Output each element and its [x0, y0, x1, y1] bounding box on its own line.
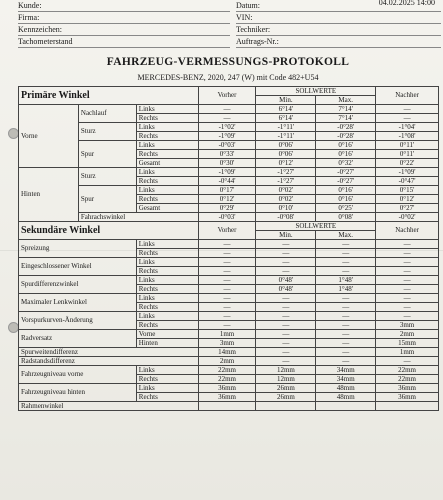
value-after: 36mm: [376, 393, 439, 402]
value-after: 0°22': [376, 159, 439, 168]
value-min: 0°02': [256, 195, 316, 204]
value-after: -1°04': [376, 123, 439, 132]
value-after: —: [376, 294, 439, 303]
value-before: 0°33': [198, 150, 256, 159]
value-max: —: [316, 249, 376, 258]
value-before: —: [198, 105, 256, 114]
side-label: Links: [136, 240, 198, 249]
value-before: 22mm: [198, 366, 256, 375]
value-before: —: [198, 258, 256, 267]
value-max: 48mm: [316, 393, 376, 402]
min-header: Min.: [256, 96, 316, 105]
value-min: 0°02': [256, 186, 316, 195]
value-before: —: [198, 276, 256, 285]
side-label: Rechts: [136, 150, 198, 159]
value-before: —: [198, 267, 256, 276]
value-max: —: [316, 294, 376, 303]
value-before: 36mm: [198, 384, 256, 393]
value-after: -0°47': [376, 177, 439, 186]
technician-label: Techniker:: [236, 24, 441, 36]
value-min: —: [256, 330, 316, 339]
customer-label: Kunde:: [18, 0, 230, 12]
value-after: —: [376, 240, 439, 249]
value-before: 36mm: [198, 393, 256, 402]
value-min: —: [256, 303, 316, 312]
axle-label: Hinten: [136, 339, 198, 348]
value-min: 12mm: [256, 375, 316, 384]
value-max: —: [316, 321, 376, 330]
value-before: —: [198, 294, 256, 303]
value-min: —: [256, 357, 316, 366]
value-max: 1°48': [316, 276, 376, 285]
value-min: —: [256, 312, 316, 321]
value-after: 22mm: [376, 375, 439, 384]
value-max: —: [316, 330, 376, 339]
value-after: —: [376, 249, 439, 258]
primary-title: Primäre Winkel: [19, 87, 199, 105]
value-after: 0°27': [376, 204, 439, 213]
value-after: 2mm: [376, 330, 439, 339]
vehicle-subtitle: MERCEDES-BENZ, 2020, 247 (W) mit Code 482+U54: [137, 73, 319, 82]
value-min: -1°11': [256, 123, 316, 132]
min-header: Min.: [256, 231, 316, 240]
value-min: -0°08': [256, 213, 316, 222]
wheelbase-diff-label: Radstandsdifferenz: [19, 357, 199, 366]
side-label: Rechts: [136, 177, 198, 186]
value-max: 1°48': [316, 285, 376, 294]
value-max: 0°25': [316, 204, 376, 213]
value-min: [256, 402, 316, 411]
value-min: 26mm: [256, 384, 316, 393]
nachher-header: Nachher: [376, 87, 439, 105]
value-min: —: [256, 258, 316, 267]
vorher-header: Vorher: [198, 87, 256, 105]
value-after: 36mm: [376, 384, 439, 393]
kingpin-label: Spreizung: [19, 240, 137, 258]
value-after: 0°11': [376, 150, 439, 159]
frame-angle-label: Rahmenwinkel: [19, 402, 199, 411]
caster-label: Nachlauf: [78, 105, 136, 123]
side-label: Rechts: [136, 321, 198, 330]
total-label: Gesamt: [136, 159, 198, 168]
value-min: 6°14': [256, 114, 316, 123]
side-label: Links: [136, 186, 198, 195]
value-max: —: [316, 357, 376, 366]
setback-label: Radversatz: [19, 330, 137, 348]
value-before: 14mm: [198, 348, 256, 357]
value-max: —: [316, 303, 376, 312]
value-before: 22mm: [198, 375, 256, 384]
value-after: 0°11': [376, 141, 439, 150]
value-before: [198, 402, 256, 411]
value-max: —: [316, 240, 376, 249]
order-label: Auftrags-Nr.:: [236, 36, 441, 48]
side-label: Links: [136, 294, 198, 303]
value-before: —: [198, 285, 256, 294]
value-before: —: [198, 114, 256, 123]
vorher-header: Vorher: [198, 222, 256, 240]
value-after: —: [376, 303, 439, 312]
value-before: -1°09': [198, 132, 256, 141]
value-before: -1°09': [198, 168, 256, 177]
side-label: Rechts: [136, 375, 198, 384]
value-after: —: [376, 114, 439, 123]
toe-out-label: Spurdifferenzwinkel: [19, 276, 137, 294]
value-min: -1°11': [256, 132, 316, 141]
value-after: 3mm: [376, 321, 439, 330]
side-label: Links: [136, 312, 198, 321]
value-max: -0°28': [316, 123, 376, 132]
value-after: —: [376, 285, 439, 294]
ride-height-rear-label: Fahrzeugniveau hinten: [19, 384, 137, 402]
side-label: Rechts: [136, 285, 198, 294]
side-label: Links: [136, 105, 198, 114]
vin-label: VIN:: [236, 12, 441, 24]
value-after: 22mm: [376, 366, 439, 375]
value-max: —: [316, 258, 376, 267]
value-min: 0°48': [256, 285, 316, 294]
toe-label: Spur: [78, 186, 136, 213]
value-max: 0°32': [316, 159, 376, 168]
value-max: 0°16': [316, 150, 376, 159]
value-max: 34mm: [316, 375, 376, 384]
side-label: Rechts: [136, 393, 198, 402]
value-before: —: [198, 249, 256, 258]
track-width-diff-label: Spurweitendifferenz: [19, 348, 199, 357]
sollwerte-header: SOLLWERTE: [256, 222, 376, 231]
value-min: —: [256, 240, 316, 249]
secondary-title: Sekundäre Winkel: [19, 222, 199, 240]
toe-curve-label: Vorspurkurven-Änderung: [19, 312, 137, 330]
value-before: —: [198, 321, 256, 330]
side-label: Links: [136, 258, 198, 267]
thrust-angle-label: Fahrachswinkel: [78, 213, 198, 222]
value-min: 0°48': [256, 276, 316, 285]
value-max: -0°28': [316, 132, 376, 141]
side-label: Links: [136, 141, 198, 150]
value-max: —: [316, 339, 376, 348]
value-before: -1°02': [198, 123, 256, 132]
side-label: Links: [136, 384, 198, 393]
side-label: Links: [136, 123, 198, 132]
value-max: 0°16': [316, 195, 376, 204]
value-min: 12mm: [256, 366, 316, 375]
value-max: 0°08': [316, 213, 376, 222]
side-label: Links: [136, 276, 198, 285]
value-after: —: [376, 258, 439, 267]
camber-label: Sturz: [78, 168, 136, 186]
value-before: 0°29': [198, 204, 256, 213]
sollwerte-header: SOLLWERTE: [256, 87, 376, 96]
value-before: —: [198, 240, 256, 249]
side-label: Rechts: [136, 114, 198, 123]
value-after: 1mm: [376, 348, 439, 357]
date-value: 04.02.2025 14:00: [378, 0, 435, 7]
camber-label: Sturz: [78, 123, 136, 141]
total-label: Gesamt: [136, 204, 198, 213]
max-steer-label: Maximaler Lenkwinkel: [19, 294, 137, 312]
value-min: 0°06': [256, 150, 316, 159]
axle-label: Vorne: [136, 330, 198, 339]
value-before: -0°03': [198, 213, 256, 222]
value-max: —: [316, 312, 376, 321]
value-max: -0°27': [316, 177, 376, 186]
value-before: 3mm: [198, 339, 256, 348]
value-min: —: [256, 267, 316, 276]
company-label: Firma:: [18, 12, 230, 24]
side-label: Rechts: [136, 267, 198, 276]
value-min: 6°14': [256, 105, 316, 114]
value-min: —: [256, 321, 316, 330]
plate-label: Kennzeichen:: [18, 24, 230, 36]
value-min: —: [256, 294, 316, 303]
value-before: 0°17': [198, 186, 256, 195]
value-after: -0°02': [376, 213, 439, 222]
included-angle-label: Eingeschlossener Winkel: [19, 258, 137, 276]
axle-rear-label: Hinten: [19, 168, 79, 222]
value-before: -0°03': [198, 141, 256, 150]
value-min: 0°12': [256, 159, 316, 168]
value-min: —: [256, 348, 316, 357]
value-before: -0°44': [198, 177, 256, 186]
nachher-header: Nachher: [376, 222, 439, 240]
toe-label: Spur: [78, 141, 136, 168]
odometer-label: Tachometerstand: [18, 36, 230, 48]
value-after: -1°08': [376, 132, 439, 141]
value-after: —: [376, 312, 439, 321]
value-max: 0°16': [316, 141, 376, 150]
date-label: Datum:: [236, 0, 441, 12]
value-after: 15mm: [376, 339, 439, 348]
value-min: —: [256, 249, 316, 258]
value-after: [376, 402, 439, 411]
value-before: —: [198, 303, 256, 312]
value-before: —: [198, 312, 256, 321]
value-max: —: [316, 348, 376, 357]
ride-height-front-label: Fahrzeugniveau vorne: [19, 366, 137, 384]
measurement-table: [18, 86, 439, 411]
value-before: 2mm: [198, 357, 256, 366]
value-min: -1°27': [256, 168, 316, 177]
value-after: -1°09': [376, 168, 439, 177]
value-max: 34mm: [316, 366, 376, 375]
max-header: Max.: [316, 231, 376, 240]
value-after: —: [376, 276, 439, 285]
value-max: -0°27': [316, 168, 376, 177]
value-min: 26mm: [256, 393, 316, 402]
side-label: Links: [136, 168, 198, 177]
value-max: 48mm: [316, 384, 376, 393]
axle-front-label: Vorne: [19, 105, 79, 168]
side-label: Rechts: [136, 303, 198, 312]
value-after: —: [376, 357, 439, 366]
value-after: 0°15': [376, 186, 439, 195]
side-label: Rechts: [136, 249, 198, 258]
value-max: —: [316, 267, 376, 276]
value-max: 7°14': [316, 114, 376, 123]
value-min: 0°06': [256, 141, 316, 150]
value-max: 0°16': [316, 186, 376, 195]
side-label: Links: [136, 366, 198, 375]
value-max: 7°14': [316, 105, 376, 114]
value-min: -1°27': [256, 177, 316, 186]
value-min: 0°10': [256, 204, 316, 213]
side-label: Rechts: [136, 132, 198, 141]
value-before: 0°12': [198, 195, 256, 204]
value-max: [316, 402, 376, 411]
value-before: 0°30': [198, 159, 256, 168]
side-label: Rechts: [136, 195, 198, 204]
value-min: —: [256, 339, 316, 348]
value-after: —: [376, 267, 439, 276]
value-after: —: [376, 105, 439, 114]
max-header: Max.: [316, 96, 376, 105]
header-fields: [18, 0, 439, 56]
value-before: 1mm: [198, 330, 256, 339]
value-after: 0°12': [376, 195, 439, 204]
protocol-title: FAHRZEUG-VERMESSUNGS-PROTOKOLL: [106, 56, 350, 68]
